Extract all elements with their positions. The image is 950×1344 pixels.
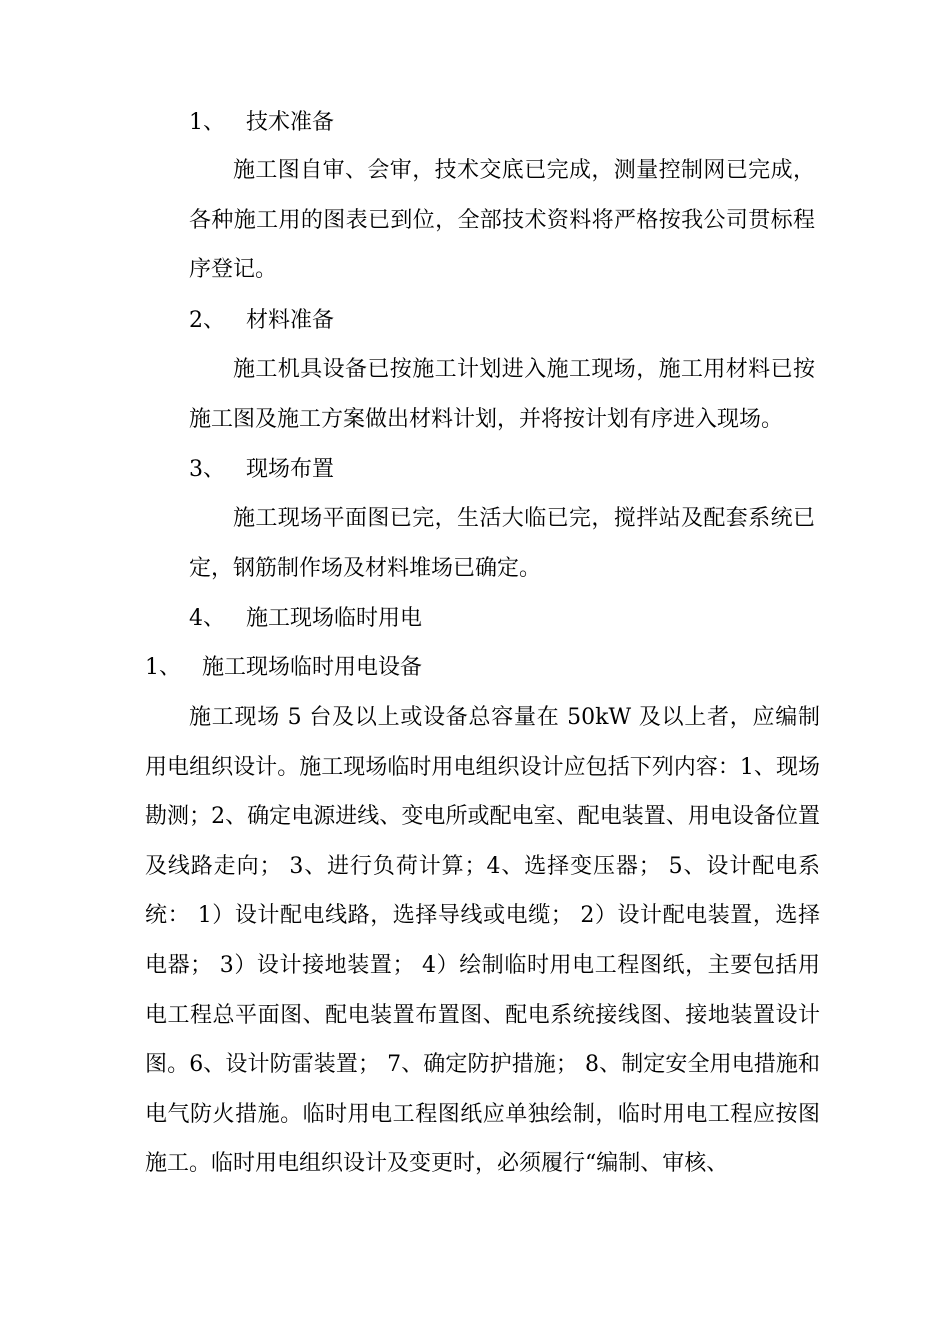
section-heading-4 [189, 604, 422, 634]
section-number-2: 2、 [189, 308, 225, 333]
section-heading-2 [189, 306, 334, 336]
subsection-body: 施工现场 5 台及以上或设备总容量在 50kW 及以上者，应编制用电组织设计。施工现场临时用电组织设计应包括下列内容：1、现场勘测；2、确定电源进线、变电所或配电室、配电装置、用电设备位置及线路走向； 3、进行负荷计算；4、选择变压器； 5、设计配电系统： 1）设计配电线路，选择导线或电缆； 2）设计配电装置，选择电器； 3）设计接地装置； 4）绘制临时用电工程图纸，主要包括用电工程总平面图、配电装置布置图、配电系统接线图、接地装置设计图。6、设计防雷装置； 7、确定防护措施； 8、制定安全用电措施和电气防火措施。临时用电工程图纸应单独绘制，临时用电工程应按图施工。临时用电组织设计及变更时，必须履行“编制、审核、 [145, 705, 820, 1177]
subsection-title: 施工现场临时用电设备 [202, 655, 423, 680]
section-number-3: 3、 [189, 457, 225, 482]
section-title-4: 施工现场临时用电 [246, 606, 423, 631]
section-title-1: 技术准备 [246, 110, 335, 135]
section-title-3: 现场布置 [246, 457, 335, 482]
section-body-1: 施工图自审、会审，技术交底已完成，测量控制网已完成，各种施工用的图表已到位，全部技术资料将严格按我公司贯标程序登记。 [189, 158, 815, 283]
subsection-heading [145, 653, 422, 683]
section-title-2: 材料准备 [246, 308, 335, 333]
section-heading-1 [189, 108, 334, 138]
subsection-number: 1、 [145, 655, 181, 680]
section-number-1: 1、 [189, 110, 225, 135]
section-body-3: 施工现场平面图已完，生活大临已完，搅拌站及配套系统已定，钢筋制作场及材料堆场已确定。 [189, 506, 815, 581]
section-number-4: 4、 [189, 606, 225, 631]
section-body-2: 施工机具设备已按施工计划进入施工现场，施工用材料已按施工图及施工方案做出材料计划，并将按计划有序进入现场。 [189, 357, 815, 432]
section-heading-3 [189, 455, 334, 485]
